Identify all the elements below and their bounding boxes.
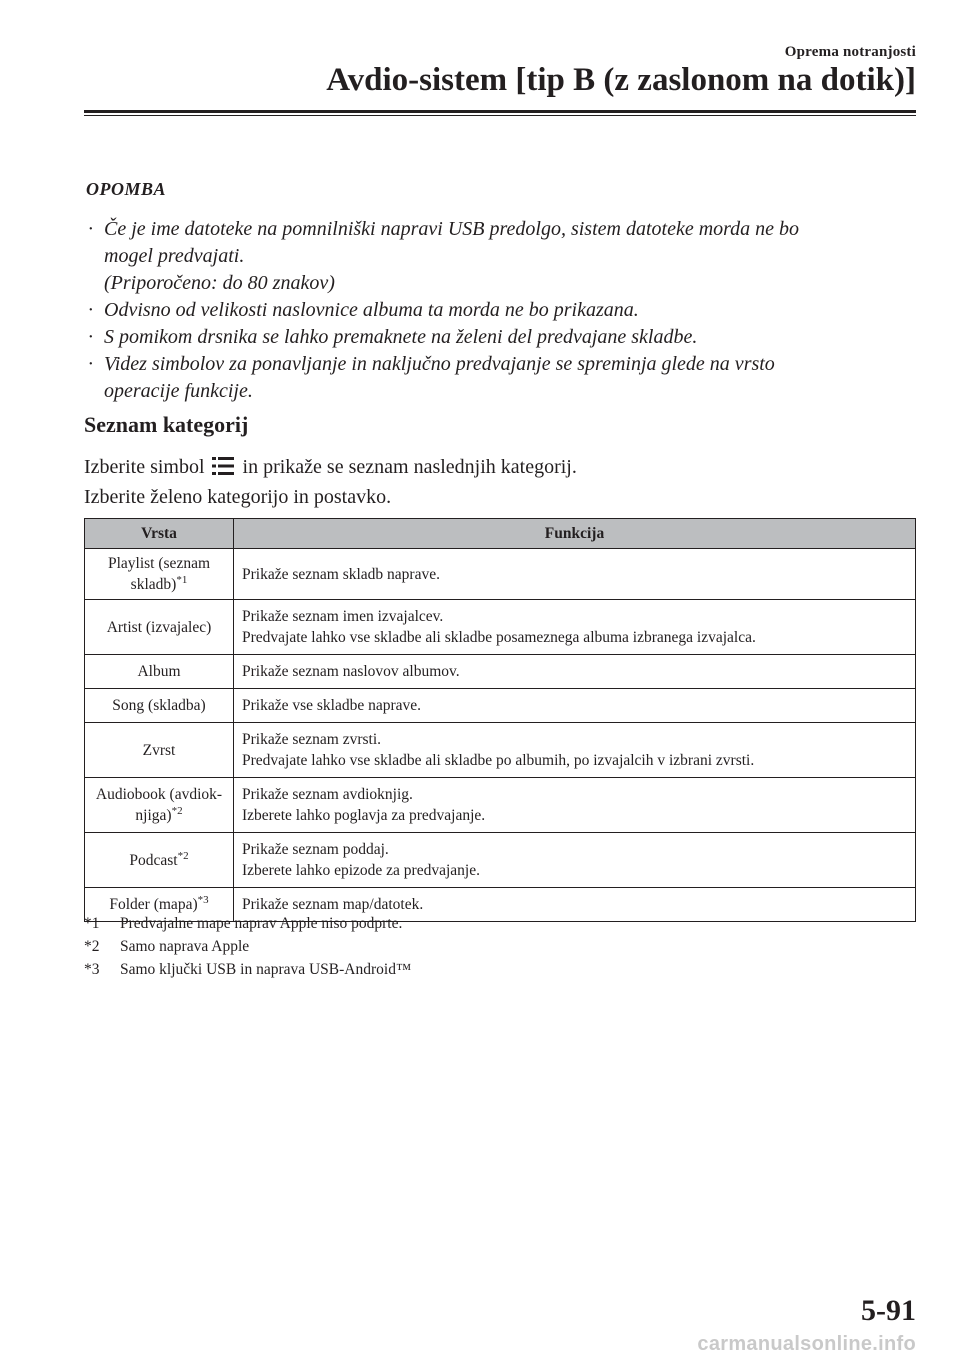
function-line: Izberete lahko epizode za predvajanje.: [242, 862, 480, 879]
page-title: Avdio-sistem [tip B (z zaslonom na dotik)]: [326, 62, 916, 98]
category-function-cell: [234, 655, 916, 689]
list-icon: [212, 456, 234, 476]
note-line: operacije funkcije.: [104, 380, 253, 402]
function-line: Izberete lahko poglavja za predvajanje.: [242, 807, 486, 824]
footnote-mark: *1: [84, 915, 100, 932]
note-item: [86, 297, 906, 324]
note-line: (Priporočeno: do 80 znakov): [104, 272, 335, 294]
intro-line-2: Izberite želeno kategorijo in postavko.: [84, 486, 392, 508]
page-number: 5-91: [861, 1294, 916, 1327]
footnote-ref: *3: [197, 893, 209, 906]
category-type: Album: [137, 663, 181, 680]
footnote-ref: *2: [171, 804, 183, 817]
category-type-cell: [85, 655, 234, 689]
table-row: [85, 600, 916, 655]
footnote-text: Samo naprava Apple: [120, 938, 250, 955]
title-rule: [84, 110, 916, 113]
intro-text-after: in prikaže se seznam naslednjih kategorij.: [242, 456, 577, 478]
bullet: ·: [88, 326, 93, 348]
note-heading: OPOMBA: [86, 179, 167, 199]
note-item: [86, 216, 906, 297]
category-type: Zvrst: [142, 741, 176, 759]
footnotes: [84, 912, 411, 981]
section-label: Oprema notranjosti: [784, 44, 916, 60]
header-function: Funkcija: [234, 519, 916, 549]
section-heading: Seznam kategorij: [84, 412, 249, 437]
note-item: [86, 324, 906, 351]
category-type-cell: [85, 833, 234, 888]
category-function-cell: [234, 689, 916, 723]
footnote-ref: *2: [177, 849, 189, 862]
note-box: [86, 176, 906, 405]
category-type-cell: [85, 689, 234, 723]
category-type-cell: [85, 549, 234, 600]
note-list: [86, 216, 906, 405]
function-line: Predvajate lahko vse skladbe ali skladbe posameznega albuma izbranega izvajalca.: [242, 629, 756, 646]
category-function-cell: [234, 600, 916, 655]
footnote: [84, 935, 411, 958]
category-function-cell: [234, 549, 916, 600]
table-row: [85, 689, 916, 723]
function-line: Prikaže seznam poddaj.: [242, 841, 389, 858]
category-function-cell: [234, 723, 916, 778]
note-line: S pomikom drsnika se lahko premaknete na želeni del predvajane skladbe.: [104, 326, 698, 348]
footnote: [84, 912, 411, 935]
category-type-cell: [85, 723, 234, 778]
function-line: Prikaže seznam zvrsti.: [242, 731, 382, 748]
header-type: Vrsta: [85, 519, 234, 549]
footnote-mark: *3: [84, 961, 100, 978]
category-table: [84, 518, 916, 922]
note-line: Odvisno od velikosti naslovnice albuma ta morda ne bo prikazana.: [104, 299, 639, 321]
note-line: mogel predvajati.: [104, 245, 245, 267]
function-line: Prikaže seznam imen izvajalcev.: [242, 608, 444, 625]
watermark: carmanualsonline.info: [697, 1333, 916, 1355]
intro-text-before: Izberite simbol: [84, 456, 205, 478]
function-line: Prikaže seznam map/datotek.: [242, 896, 424, 913]
footnote-ref: *1: [176, 573, 188, 586]
category-type: Podcast: [129, 851, 178, 869]
note-line: Če je ime datoteke na pomnilniški napravi USB predolgo, sistem datoteke morda ne bo: [104, 218, 800, 240]
table-row: [85, 778, 916, 833]
table-row: [85, 833, 916, 888]
category-type-cell: [85, 778, 234, 833]
bullet: ·: [88, 299, 93, 321]
category-type: Folder (mapa): [109, 896, 198, 913]
footnote: [84, 958, 411, 981]
footnote-text: Samo ključki USB in naprava USB-Android™: [120, 961, 412, 978]
section-intro: [84, 452, 904, 512]
function-line: Prikaže seznam naslovov albumov.: [242, 663, 460, 680]
category-type: Audiobook (avdiok-njiga): [95, 786, 223, 824]
table-row: [85, 655, 916, 689]
function-line: Predvajate lahko vse skladbe ali skladbe po albumih, po izvajalcih v izbrani zvrsti.: [242, 752, 755, 769]
category-function-cell: [234, 833, 916, 888]
bullet: ·: [88, 353, 93, 375]
table-row: [85, 723, 916, 778]
function-line: Prikaže seznam avdioknjig.: [242, 786, 413, 803]
category-type: Artist (izvajalec): [106, 618, 212, 636]
footnote-text: Predvajalne mape naprav Apple niso podprte.: [120, 915, 403, 932]
footnote-mark: *2: [84, 938, 100, 955]
bullet: ·: [88, 218, 93, 240]
note-line: Videz simbolov za ponavljanje in naključno predvajanje se spreminja glede na vrsto: [104, 353, 775, 375]
category-type-cell: [85, 600, 234, 655]
function-line: Prikaže vse skladbe naprave.: [242, 697, 422, 714]
table-row: [85, 549, 916, 600]
category-function-cell: [234, 778, 916, 833]
function-line: Prikaže seznam skladb naprave.: [242, 565, 440, 583]
title-rule-thin: [84, 115, 916, 116]
category-type: Song (skladba): [112, 697, 206, 714]
note-item: [86, 351, 906, 405]
category-type: Playlist (seznam skladb): [107, 555, 211, 593]
table-header-row: [85, 519, 916, 549]
